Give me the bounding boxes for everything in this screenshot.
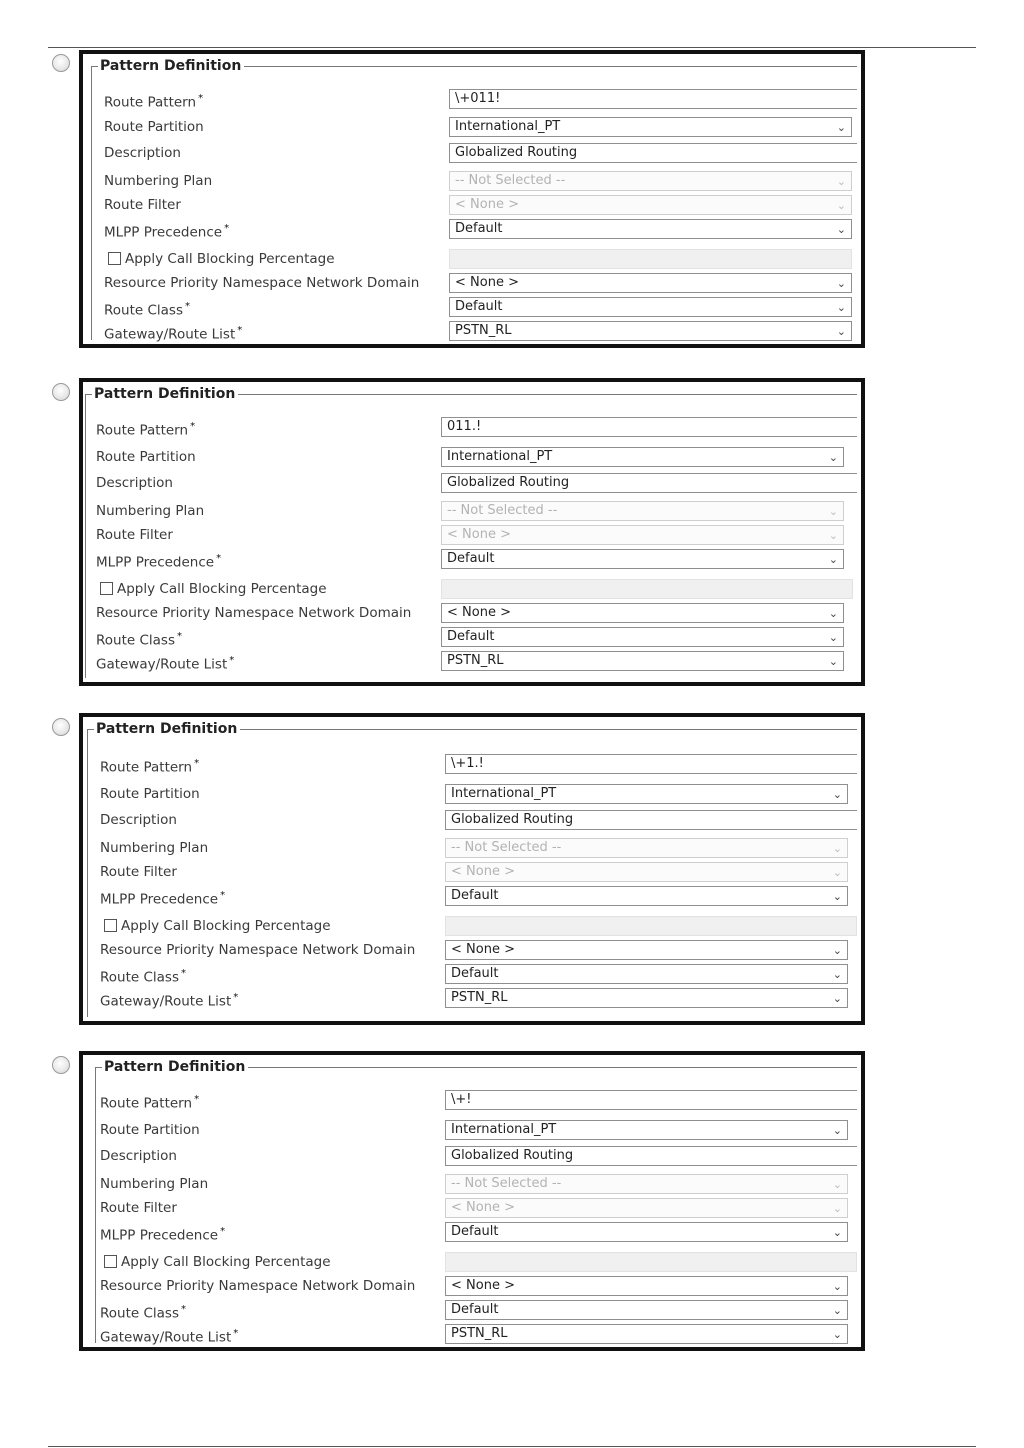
route-filter-select: [445, 1198, 848, 1218]
option-radio-button[interactable]: [52, 718, 70, 736]
numbering-plan-value: -- Not Selected --: [455, 173, 566, 188]
fieldset-legend: Pattern Definition: [94, 720, 240, 738]
chevron-down-icon: ⌄: [832, 890, 842, 903]
fieldset-legend: Pattern Definition: [92, 385, 238, 403]
pattern-definition-panel: [79, 713, 865, 1025]
route-class-value: Default: [451, 1302, 499, 1317]
route-partition-value: International_PT: [451, 786, 557, 801]
chevron-down-icon: ⌄: [832, 968, 842, 981]
numbering-plan-value: -- Not Selected --: [447, 503, 558, 518]
required-asterisk-icon: *: [220, 1226, 226, 1237]
route-partition-label: Route Partition: [100, 1122, 200, 1138]
numbering-plan-label: Numbering Plan: [96, 503, 205, 519]
pattern-definition-fieldset: [91, 58, 857, 343]
pattern-definition-fieldset: [85, 386, 857, 678]
mlpp-precedence-value: Default: [455, 221, 503, 236]
route-partition-select[interactable]: [449, 117, 852, 137]
route-filter-value: < None >: [451, 1200, 515, 1215]
numbering-plan-value: -- Not Selected --: [451, 1176, 562, 1191]
call-blocking-percentage-input: [445, 1252, 857, 1272]
required-asterisk-icon: *: [181, 968, 186, 979]
fieldset-legend: Pattern Definition: [98, 57, 244, 75]
route-partition-select[interactable]: [445, 784, 848, 804]
description-input[interactable]: Globalized Routing: [445, 810, 857, 830]
description-input[interactable]: Globalized Routing: [441, 473, 857, 493]
chevron-down-icon: ⌄: [836, 121, 846, 134]
route-partition-value: International_PT: [455, 119, 561, 134]
required-asterisk-icon: *: [194, 758, 200, 769]
call-blocking-checkbox[interactable]: [108, 252, 121, 265]
fieldset-legend: Pattern Definition: [102, 1058, 248, 1076]
chevron-down-icon: ⌄: [832, 1226, 842, 1239]
required-asterisk-icon: *: [185, 301, 190, 312]
gateway-route-list-value: PSTN_RL: [447, 653, 504, 668]
route-pattern-input[interactable]: 011.!: [441, 417, 857, 437]
chevron-down-icon: ⌄: [836, 223, 846, 236]
resource-priority-select[interactable]: [449, 273, 852, 293]
required-asterisk-icon: *: [224, 223, 230, 234]
route-partition-label: Route Partition: [96, 449, 196, 465]
mlpp-precedence-select[interactable]: [445, 1222, 848, 1242]
pattern-definition-panel: [79, 1051, 865, 1351]
page-bottom-rule: [48, 1446, 976, 1447]
chevron-down-icon: ⌄: [828, 529, 838, 542]
call-blocking-checkbox[interactable]: [104, 1255, 117, 1268]
gateway-route-list-select[interactable]: [445, 988, 848, 1008]
route-pattern-label: Route Pattern: [96, 422, 189, 439]
mlpp-precedence-value: Default: [447, 551, 495, 566]
numbering-plan-label: Numbering Plan: [100, 840, 209, 856]
chevron-down-icon: ⌄: [828, 655, 838, 668]
call-blocking-label: Apply Call Blocking Percentage: [121, 1254, 331, 1270]
route-pattern-input[interactable]: \+!: [445, 1090, 857, 1110]
route-class-label: Route Class: [104, 302, 183, 319]
required-asterisk-icon: *: [177, 631, 182, 642]
numbering-plan-select: [449, 171, 852, 191]
mlpp-precedence-select[interactable]: [441, 549, 844, 569]
route-class-label: Route Class: [100, 969, 179, 986]
route-filter-value: < None >: [447, 527, 511, 542]
resource-priority-value: < None >: [455, 275, 519, 290]
required-asterisk-icon: *: [190, 421, 196, 432]
gateway-route-list-select[interactable]: [445, 1324, 848, 1344]
chevron-down-icon: ⌄: [828, 553, 838, 566]
page-top-rule: [48, 47, 976, 48]
chevron-down-icon: ⌄: [832, 1280, 842, 1293]
gateway-route-list-value: PSTN_RL: [451, 1326, 508, 1341]
description-input[interactable]: Globalized Routing: [449, 143, 857, 163]
numbering-plan-select: [445, 1174, 848, 1194]
numbering-plan-select: [441, 501, 844, 521]
call-blocking-percentage-input: [445, 916, 857, 936]
pattern-definition-panel: [79, 50, 865, 348]
route-filter-value: < None >: [451, 864, 515, 879]
chevron-down-icon: ⌄: [828, 607, 838, 620]
mlpp-precedence-value: Default: [451, 888, 499, 903]
route-filter-label: Route Filter: [100, 1200, 177, 1216]
route-class-select[interactable]: [445, 1300, 848, 1320]
chevron-down-icon: ⌄: [836, 301, 846, 314]
resource-priority-label: Resource Priority Namespace Network Domain: [104, 275, 420, 291]
chevron-down-icon: ⌄: [828, 631, 838, 644]
gateway-route-list-label: Gateway/Route List: [100, 993, 232, 1010]
gateway-route-list-label: Gateway/Route List: [100, 1329, 232, 1346]
call-blocking-checkbox[interactable]: [104, 919, 117, 932]
chevron-down-icon: ⌄: [836, 325, 846, 338]
gateway-route-list-select[interactable]: [449, 321, 852, 341]
required-asterisk-icon: *: [233, 992, 239, 1003]
resource-priority-label: Resource Priority Namespace Network Domain: [100, 942, 416, 958]
required-asterisk-icon: *: [237, 325, 243, 336]
mlpp-precedence-label: MLPP Precedence: [104, 224, 223, 241]
description-input[interactable]: Globalized Routing: [445, 1146, 857, 1166]
resource-priority-label: Resource Priority Namespace Network Domain: [96, 605, 412, 621]
resource-priority-value: < None >: [447, 605, 511, 620]
route-class-value: Default: [455, 299, 503, 314]
mlpp-precedence-label: MLPP Precedence: [100, 1227, 219, 1244]
call-blocking-percentage-input: [441, 579, 853, 599]
chevron-down-icon: ⌄: [832, 1202, 842, 1215]
route-pattern-label: Route Pattern: [104, 94, 197, 111]
route-pattern-input[interactable]: \+011!: [449, 89, 857, 109]
chevron-down-icon: ⌄: [836, 277, 846, 290]
route-filter-label: Route Filter: [104, 197, 181, 213]
route-pattern-input[interactable]: \+1.!: [445, 754, 857, 774]
route-class-value: Default: [447, 629, 495, 644]
route-filter-select: [445, 862, 848, 882]
resource-priority-select[interactable]: [445, 1276, 848, 1296]
route-partition-label: Route Partition: [104, 119, 204, 135]
call-blocking-percentage-input: [449, 249, 852, 269]
option-radio-button[interactable]: [52, 54, 70, 72]
route-class-select[interactable]: [441, 627, 844, 647]
resource-priority-label: Resource Priority Namespace Network Domain: [100, 1278, 416, 1294]
resource-priority-select[interactable]: [445, 940, 848, 960]
route-partition-value: International_PT: [447, 449, 553, 464]
mlpp-precedence-label: MLPP Precedence: [100, 891, 219, 908]
route-partition-label: Route Partition: [100, 786, 200, 802]
route-class-select[interactable]: [445, 964, 848, 984]
route-partition-value: International_PT: [451, 1122, 557, 1137]
route-filter-value: < None >: [455, 197, 519, 212]
required-asterisk-icon: *: [233, 1328, 239, 1339]
route-pattern-label: Route Pattern: [100, 759, 193, 776]
chevron-down-icon: ⌄: [832, 1124, 842, 1137]
mlpp-precedence-label: MLPP Precedence: [96, 554, 215, 571]
route-partition-select[interactable]: [445, 1120, 848, 1140]
description-label: Description: [104, 145, 181, 161]
gateway-route-list-label: Gateway/Route List: [96, 656, 228, 673]
route-filter-select: [441, 525, 844, 545]
resource-priority-value: < None >: [451, 942, 515, 957]
numbering-plan-value: -- Not Selected --: [451, 840, 562, 855]
route-filter-label: Route Filter: [100, 864, 177, 880]
resource-priority-value: < None >: [451, 1278, 515, 1293]
description-label: Description: [100, 1148, 177, 1164]
pattern-definition-panel: [79, 378, 865, 686]
numbering-plan-label: Numbering Plan: [104, 173, 213, 189]
route-filter-select: [449, 195, 852, 215]
required-asterisk-icon: *: [220, 890, 226, 901]
chevron-down-icon: ⌄: [836, 175, 846, 188]
chevron-down-icon: ⌄: [836, 199, 846, 212]
required-asterisk-icon: *: [229, 655, 235, 666]
option-radio-button[interactable]: [52, 383, 70, 401]
required-asterisk-icon: *: [194, 1094, 200, 1105]
call-blocking-label: Apply Call Blocking Percentage: [125, 251, 335, 267]
option-radio-button[interactable]: [52, 1056, 70, 1074]
chevron-down-icon: ⌄: [832, 1304, 842, 1317]
call-blocking-label: Apply Call Blocking Percentage: [121, 918, 331, 934]
pattern-definition-fieldset: [87, 721, 857, 1017]
call-blocking-label: Apply Call Blocking Percentage: [117, 581, 327, 597]
route-partition-select[interactable]: [441, 447, 844, 467]
description-label: Description: [96, 475, 173, 491]
chevron-down-icon: ⌄: [832, 1328, 842, 1341]
route-class-value: Default: [451, 966, 499, 981]
route-filter-label: Route Filter: [96, 527, 173, 543]
required-asterisk-icon: *: [181, 1304, 186, 1315]
mlpp-precedence-value: Default: [451, 1224, 499, 1239]
mlpp-precedence-select[interactable]: [449, 219, 852, 239]
gateway-route-list-label: Gateway/Route List: [104, 326, 236, 343]
gateway-route-list-value: PSTN_RL: [455, 323, 512, 338]
resource-priority-select[interactable]: [441, 603, 844, 623]
numbering-plan-label: Numbering Plan: [100, 1176, 209, 1192]
chevron-down-icon: ⌄: [828, 451, 838, 464]
description-label: Description: [100, 812, 177, 828]
mlpp-precedence-select[interactable]: [445, 886, 848, 906]
gateway-route-list-select[interactable]: [441, 651, 844, 671]
numbering-plan-select: [445, 838, 848, 858]
chevron-down-icon: ⌄: [832, 944, 842, 957]
route-class-label: Route Class: [100, 1305, 179, 1322]
required-asterisk-icon: *: [216, 553, 222, 564]
chevron-down-icon: ⌄: [832, 842, 842, 855]
chevron-down-icon: ⌄: [832, 992, 842, 1005]
gateway-route-list-value: PSTN_RL: [451, 990, 508, 1005]
route-pattern-label: Route Pattern: [100, 1095, 193, 1112]
chevron-down-icon: ⌄: [828, 505, 838, 518]
chevron-down-icon: ⌄: [832, 866, 842, 879]
pattern-definition-fieldset: [95, 1059, 857, 1346]
route-class-select[interactable]: [449, 297, 852, 317]
required-asterisk-icon: *: [198, 93, 204, 104]
chevron-down-icon: ⌄: [832, 1178, 842, 1191]
chevron-down-icon: ⌄: [832, 788, 842, 801]
route-class-label: Route Class: [96, 632, 175, 649]
call-blocking-checkbox[interactable]: [100, 582, 113, 595]
